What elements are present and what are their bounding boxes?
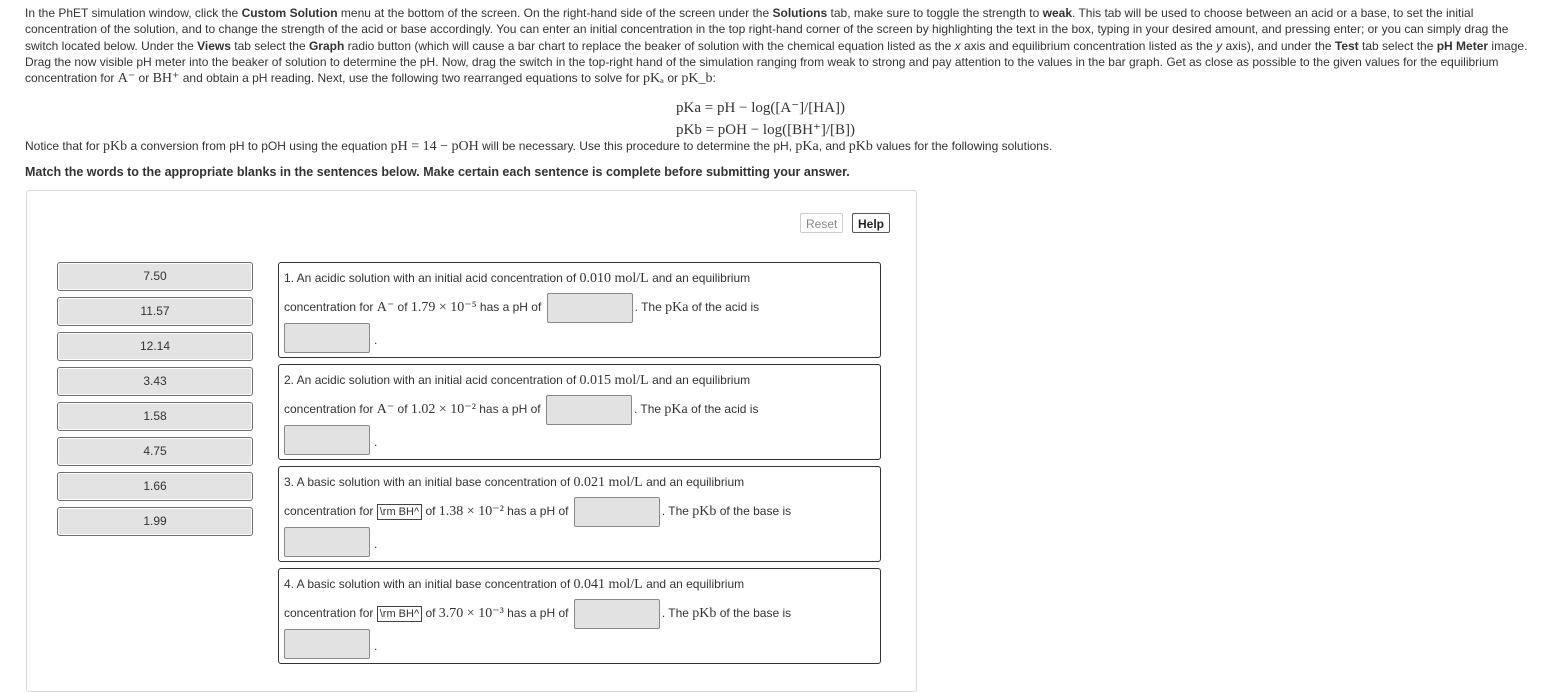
period: . — [374, 537, 378, 551]
question-2 — [278, 364, 881, 460]
period: . — [374, 333, 378, 347]
answer-tile[interactable]: 4.75 — [57, 437, 253, 466]
period: . — [374, 639, 378, 653]
help-button[interactable]: Help — [852, 213, 890, 233]
drop-blank-ph-1[interactable] — [547, 293, 633, 323]
notice-text: Notice that for pKb a conversion from pH to pOH using the equation pH = 14 − pOH will be necessary. Use this procedure to determine the pH, pKa, and pKb values for the following solutions. — [25, 139, 1053, 154]
period: . — [374, 435, 378, 449]
instructions-paragraph: In the PhET simulation window, click the Custom Solution menu at the bottom of the screen. On the right-hand side of the screen under the Solutions tab, make sure to toggle the strength to weak. This tab will be used to choose between an acid or a base, to set the initial concentration of the solution, and to change the strength of the acid or base accordingly. You can enter an initial concentration in the top right-hand corner of the screen by highlighting the text in the box, typing in your desired amount, and pressing enter; or you can simply drag the switch located below. Under the Views tab select the Graph radio button (which will cause a bar chart to replace the beaker of solution with the chemical equation listed as the x axis and equilibrium concentration listed as the y axis), and under the Test tab select the pH Meter image. Drag the now visible pH meter into the beaker of solution to determine the pH. Now, drag the switch in the top-right hand of the simulation ranging from weak to strong and pay attention to the values in the bar graph. Get as close as possible to the given values for the equilibrium concentration for A⁻ or BH⁺ and obtain a pH reading. Next, use the following two rearranged equations to solve for pKₐ or pK_b: — [25, 6, 1528, 87]
question-1-line-1: 1. An acidic solution with an initial acid concentration of 0.010 mol/L and an equilibrium — [284, 271, 751, 286]
species-code-box: \rm BH^ — [377, 606, 422, 622]
question-2-line-2: concentration for A⁻ of 1.02 × 10⁻² has a pH of . The pKa of the acid is — [284, 395, 758, 425]
question-3-line-2: concentration for \rm BH^ of 1.38 × 10⁻² has a pH of . The pKb of the base is — [284, 497, 791, 527]
question-2-line-1: 2. An acidic solution with an initial acid concentration of 0.015 mol/L and an equilibrium — [284, 373, 751, 388]
question-3 — [278, 466, 881, 562]
species-code-box: \rm BH^ — [377, 504, 422, 520]
reset-button[interactable]: Reset — [800, 213, 843, 233]
drop-blank-pk-4[interactable] — [284, 629, 370, 659]
question-4-line-2: concentration for \rm BH^ of 3.70 × 10⁻³ has a pH of . The pKb of the base is — [284, 599, 791, 629]
drop-blank-pk-1[interactable] — [284, 323, 370, 353]
answer-tile[interactable]: 3.43 — [57, 367, 253, 396]
question-4-line-1: 4. A basic solution with an initial base concentration of 0.041 mol/L and an equilibrium — [284, 577, 745, 592]
equation-pka: pKa = pH − log([A⁻]/[HA]) — [676, 100, 845, 116]
answer-tile[interactable]: 12.14 — [57, 332, 253, 361]
match-instructions: Match the words to the appropriate blanks in the sentences below. Make certain each sentence is complete before submitting your answer. — [25, 165, 850, 179]
drop-blank-ph-2[interactable] — [546, 395, 632, 425]
equation-pkb: pKb = pOH − log([BH⁺]/[B]) — [676, 122, 855, 138]
answer-tile[interactable]: 1.99 — [57, 507, 253, 536]
question-1-line-2: concentration for A⁻ of 1.79 × 10⁻⁵ has a pH of . The pKa of the acid is — [284, 293, 759, 323]
drop-blank-ph-3[interactable] — [574, 497, 660, 527]
answer-tile[interactable]: 11.57 — [57, 297, 253, 326]
answer-tile[interactable]: 1.58 — [57, 402, 253, 431]
answer-tile[interactable]: 7.50 — [57, 262, 253, 291]
equations — [676, 97, 855, 141]
question-3-line-1: 3. A basic solution with an initial base concentration of 0.021 mol/L and an equilibrium — [284, 475, 745, 490]
drop-blank-pk-2[interactable] — [284, 425, 370, 455]
drop-blank-ph-4[interactable] — [574, 599, 660, 629]
answer-tile[interactable]: 1.66 — [57, 472, 253, 501]
drop-blank-pk-3[interactable] — [284, 527, 370, 557]
question-1 — [278, 262, 881, 358]
question-4 — [278, 568, 881, 664]
